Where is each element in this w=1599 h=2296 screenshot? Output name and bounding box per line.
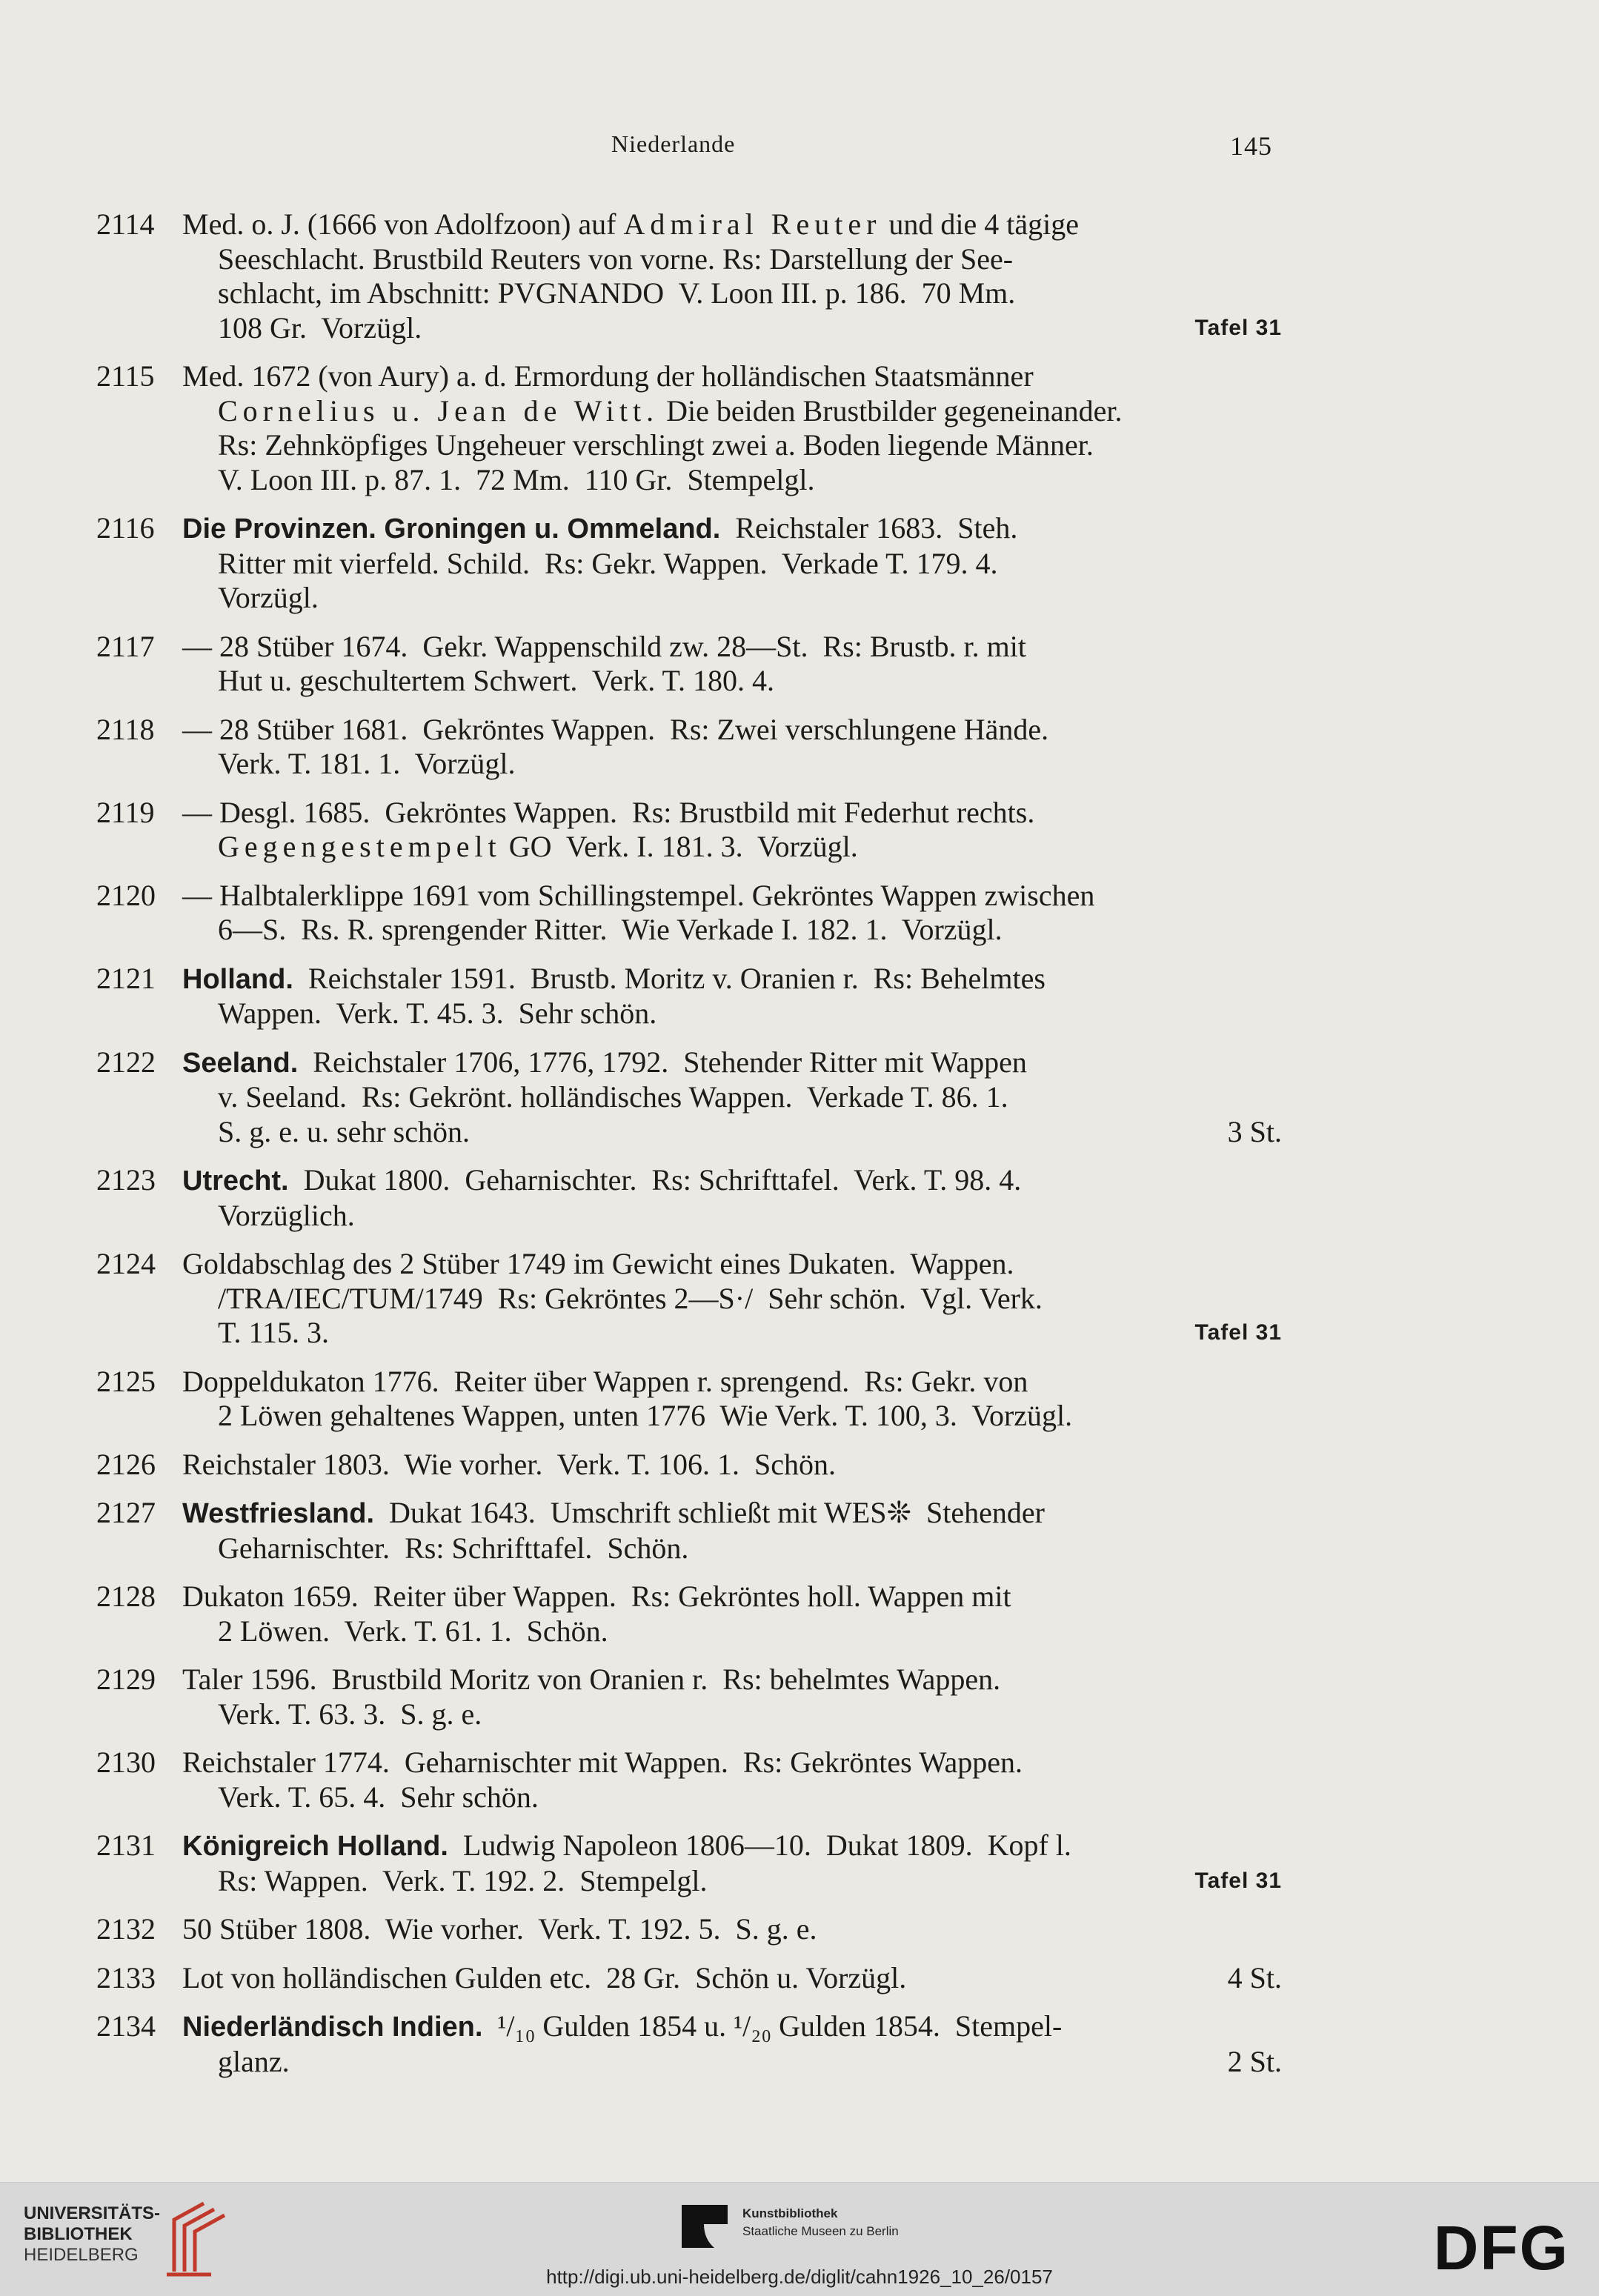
- entry-text: 2 Löwen. Verk. T. 61. 1. Schön.: [218, 1614, 608, 1648]
- kb-line-2: Staatliche Museen zu Berlin: [742, 2224, 899, 2238]
- entry-line: [96, 276, 1282, 311]
- entry-text: Verk. T. 63. 3. S. g. e.: [218, 1697, 482, 1731]
- entry-line: [96, 1780, 1282, 1815]
- kb-line-1: Kunstbibliothek: [742, 2206, 838, 2220]
- entry-number: 2124: [96, 1247, 156, 1280]
- dfg-logo: DFG: [1433, 2213, 1569, 2283]
- plate-reference: Tafel 31: [1194, 315, 1282, 340]
- catalog-entry: [96, 2009, 1282, 2079]
- entry-text: Wappen. Verk. T. 45. 3. Sehr schön.: [218, 996, 657, 1030]
- entry-text: 50 Stüber 1808. Wie vorher. Verk. T. 192. 5. S. g. e.: [182, 1912, 817, 1946]
- entry-number: 2120: [96, 878, 156, 912]
- catalog-entry: [96, 1163, 1282, 1233]
- entry-text: Doppeldukaton 1776. Reiter über Wappen r. sprengend. Rs: Gekr. von: [182, 1364, 1028, 1398]
- entry-line: [96, 1282, 1282, 1317]
- region-heading: Holland.: [182, 963, 293, 995]
- entry-text: und die 4 tägige: [881, 207, 1079, 241]
- entry-number: 2119: [96, 795, 155, 829]
- entry-text: — Desgl. 1685. Gekröntes Wappen. Rs: Brustbild mit Federhut rechts.: [182, 795, 1035, 829]
- entry-text: Reichstaler 1706, 1776, 1792. Stehender Ritter mit Wappen: [298, 1045, 1027, 1079]
- university-library-label: [24, 2203, 160, 2266]
- entry-line: [96, 1316, 1282, 1351]
- entry-text: Ludwig Napoleon 1806—10. Dukat 1809. Kopf l.: [448, 1829, 1071, 1862]
- entry-line: [96, 511, 1282, 547]
- kunstbibliothek-label: [742, 2205, 899, 2240]
- entry-text: Vorzügl.: [218, 581, 319, 614]
- entry-line: [96, 830, 1282, 865]
- entry-number: 2121: [96, 961, 156, 995]
- source-url[interactable]: http://digi.ub.uni-heidelberg.de/diglit/cahn1926_10_26/0157: [546, 2266, 1053, 2288]
- entry-number: 2117: [96, 629, 155, 663]
- entry-line: [96, 1829, 1282, 1864]
- entry-line: [96, 1045, 1282, 1081]
- entry-line: [96, 1399, 1282, 1434]
- entry-line: [96, 1961, 1282, 1996]
- catalog-entry: [96, 1247, 1282, 1351]
- entry-line: [96, 630, 1282, 665]
- entry-text: Reichstaler 1803. Wie vorher. Verk. T. 106. 1. Schön.: [182, 1447, 836, 1481]
- entry-line: [96, 1531, 1282, 1566]
- entry-text: Geharnischter. Rs: Schrifttafel. Schön.: [218, 1531, 689, 1565]
- entry-number: 2122: [96, 1045, 156, 1079]
- entry-text: v. Seeland. Rs: Gekrönt. holländisches Wappen. Verkade T. 86. 1.: [218, 1080, 1008, 1114]
- entry-line: [96, 428, 1282, 463]
- entry-text: Reichstaler 1591. Brustb. Moritz v. Oranien r. Rs: Behelmtes: [293, 961, 1046, 995]
- entry-number: 2128: [96, 1580, 156, 1613]
- entry-line: [96, 242, 1282, 277]
- plate-reference: Tafel 31: [1194, 1320, 1282, 1345]
- catalog-entry: [96, 1045, 1282, 1150]
- entry-text: Vorzüglich.: [218, 1198, 355, 1232]
- entry-text: Taler 1596. Brustbild Moritz von Oranien r. Rs: behelmtes Wappen.: [182, 1663, 1001, 1696]
- ub-line-2: BIBLIOTHEK: [24, 2224, 133, 2244]
- quantity: 2 St.: [1227, 2044, 1282, 2078]
- entry-line: [96, 796, 1282, 831]
- entry-line: [96, 1580, 1282, 1614]
- entry-text: Admiral Reuter: [623, 207, 882, 241]
- entry-number: 2131: [96, 1829, 156, 1862]
- entry-text: Ritter mit vierfeld. Schild. Rs: Gekr. Wappen. Verkade T. 179. 4.: [218, 546, 998, 580]
- entry-text: Verk. T. 181. 1. Vorzügl.: [218, 747, 516, 780]
- entry-line: [96, 913, 1282, 948]
- entry-number: 2127: [96, 1496, 156, 1529]
- entry-line: [96, 2009, 1282, 2045]
- catalog-entry: [96, 207, 1282, 345]
- entry-number: 2133: [96, 1960, 156, 1994]
- catalog-entry: [96, 359, 1282, 497]
- entry-line: [96, 394, 1282, 429]
- kunstbibliothek-logo-icon: [682, 2205, 728, 2248]
- entry-text: S. g. e. u. sehr schön.: [218, 1114, 470, 1148]
- quantity: 4 St.: [1227, 1960, 1282, 1994]
- region-heading: Niederländisch Indien.: [182, 2012, 483, 2043]
- entry-text: V. Loon III. p. 87. 1. 72 Mm. 110 Gr. Stempelgl.: [218, 462, 815, 496]
- entry-text: Hut u. geschultertem Schwert. Verk. T. 180. 4.: [218, 664, 774, 697]
- quantity: 3 St.: [1227, 1114, 1282, 1148]
- entry-line: [96, 1864, 1282, 1899]
- entry-text: 2 Löwen gehaltenes Wappen, unten 1776 Wie Verk. T. 100, 3. Vorzügl.: [218, 1399, 1073, 1432]
- entry-line: [96, 207, 1282, 242]
- entry-line: [96, 547, 1282, 582]
- entry-number: 2123: [96, 1163, 156, 1197]
- entry-number: 2116: [96, 511, 155, 545]
- entry-line: [96, 664, 1282, 699]
- plate-reference: Tafel 31: [1194, 1868, 1282, 1893]
- entry-text: — 28 Stüber 1681. Gekröntes Wappen. Rs: Zwei verschlungene Hände.: [182, 712, 1049, 746]
- entry-text: Lot von holländischen Gulden etc. 28 Gr. Schön u. Vorzügl.: [182, 1960, 907, 1994]
- entry-text: ¹/₁₀ Gulden 1854 u. ¹/₂₀ Gulden 1854. Stempel-: [482, 2009, 1063, 2043]
- entry-line: [96, 463, 1282, 498]
- entry-text: GO Verk. I. 181. 3. Vorzügl.: [501, 830, 858, 863]
- entry-line: [96, 962, 1282, 997]
- entry-text: Verk. T. 65. 4. Sehr schön.: [218, 1780, 539, 1814]
- entry-text: Dukat 1800. Geharnischter. Rs: Schrifttafel. Verk. T. 98. 4.: [288, 1163, 1022, 1197]
- entry-text: Reichstaler 1774. Geharnischter mit Wappen. Rs: Gekröntes Wappen.: [182, 1746, 1023, 1779]
- entry-line: [96, 1163, 1282, 1199]
- entry-text: Med. o. J. (1666 von Adolfzoon) auf: [182, 207, 624, 241]
- entry-text: 6—S. Rs. R. sprengender Ritter. Wie Verkade I. 182. 1. Vorzügl.: [218, 913, 1003, 946]
- entry-line: [96, 1496, 1282, 1531]
- region-heading: Königreich Holland.: [182, 1831, 448, 1862]
- entry-number: 2129: [96, 1663, 156, 1696]
- catalog-entry: [96, 879, 1282, 948]
- catalog-entry: [96, 1365, 1282, 1434]
- catalog-entry: [96, 1496, 1282, 1565]
- catalog-entry: [96, 1580, 1282, 1648]
- entry-text: — Halbtalerklippe 1691 vom Schillingstempel. Gekröntes Wappen zwischen: [182, 878, 1095, 912]
- entry-line: [96, 713, 1282, 748]
- entry-line: [96, 1697, 1282, 1732]
- entry-text: Rs: Zehnköpfiges Ungeheuer verschlingt zwei a. Boden liegende Männer.: [218, 428, 1094, 462]
- entry-line: [96, 996, 1282, 1031]
- entry-text: Dukaton 1659. Reiter über Wappen. Rs: Gekröntes holl. Wappen mit: [182, 1580, 1011, 1613]
- entry-text: Dukat 1643. Umschrift schließt mit WES❊ Stehender: [374, 1496, 1045, 1529]
- entry-text: T. 115. 3.: [218, 1316, 329, 1349]
- entry-text: Cornelius u. Jean de Witt.: [218, 393, 659, 427]
- entry-line: [96, 1912, 1282, 1947]
- entry-line: [96, 2045, 1282, 2080]
- entry-line: [96, 1663, 1282, 1697]
- entry-number: 2134: [96, 2009, 156, 2043]
- ub-line-1: UNIVERSITÄTS-: [24, 2203, 161, 2223]
- entry-number: 2125: [96, 1364, 156, 1398]
- page-number: 145: [1230, 131, 1272, 161]
- catalog-entry: [96, 1829, 1282, 1898]
- entry-text: Goldabschlag des 2 Stüber 1749 im Gewicht eines Dukaten. Wappen.: [182, 1247, 1014, 1280]
- entry-line: [96, 1746, 1282, 1780]
- footer-bar: [0, 2182, 1599, 2296]
- catalog-entries: [96, 207, 1282, 2093]
- entry-line: [96, 1199, 1282, 1234]
- entry-line: [96, 1080, 1282, 1115]
- entry-text: /TRA/IEC/TUM/1749 Rs: Gekröntes 2—S·/ Sehr schön. Vgl. Verk.: [218, 1281, 1043, 1315]
- entry-number: 2132: [96, 1912, 156, 1946]
- region-heading: Seeland.: [182, 1047, 299, 1079]
- entry-text: Gegengestempelt: [218, 830, 502, 863]
- entry-line: [96, 1247, 1282, 1282]
- entry-number: 2126: [96, 1447, 156, 1481]
- ub-line-3: HEIDELBERG: [24, 2245, 139, 2265]
- entry-text: Seeschlacht. Brustbild Reuters von vorne. Rs: Darstellung der See-: [218, 242, 1014, 276]
- entry-text: Reichstaler 1683. Steh.: [720, 511, 1018, 545]
- entry-line: [96, 1115, 1282, 1150]
- entry-text: 108 Gr. Vorzügl.: [218, 310, 422, 345]
- catalog-entry: [96, 1746, 1282, 1814]
- entry-line: [96, 747, 1282, 782]
- catalog-entry: [96, 1663, 1282, 1731]
- catalog-entry: [96, 1448, 1282, 1483]
- entry-line: [96, 311, 1282, 346]
- entry-text: — 28 Stüber 1674. Gekr. Wappenschild zw. 28—St. Rs: Brustb. r. mit: [182, 629, 1026, 663]
- entry-text: Die beiden Brustbilder gegeneinander.: [659, 393, 1123, 427]
- entry-line: [96, 359, 1282, 394]
- entry-text: schlacht, im Abschnitt: PVGNANDO V. Loon III. p. 186. 70 Mm.: [218, 276, 1016, 310]
- catalog-entry: [96, 1912, 1282, 1947]
- entry-line: [96, 879, 1282, 914]
- catalog-entry: [96, 713, 1282, 782]
- entry-number: 2118: [96, 712, 155, 746]
- catalog-entry: [96, 511, 1282, 616]
- entry-line: [96, 1365, 1282, 1400]
- entry-text: Rs: Wappen. Verk. T. 192. 2. Stempelgl.: [218, 1863, 708, 1897]
- entry-line: [96, 581, 1282, 616]
- entry-text: Med. 1672 (von Aury) a. d. Ermordung der holländischen Staatsmänner: [182, 359, 1034, 393]
- entry-number: 2114: [96, 207, 155, 241]
- catalog-entry: [96, 962, 1282, 1031]
- entry-line: [96, 1448, 1282, 1483]
- region-heading: Die Provinzen. Groningen u. Ommeland.: [182, 513, 721, 545]
- region-heading: Westfriesland.: [182, 1498, 375, 1529]
- region-heading: Utrecht.: [182, 1165, 289, 1197]
- catalog-entry: [96, 1961, 1282, 1996]
- running-head: [182, 130, 1278, 163]
- catalog-entry: [96, 796, 1282, 865]
- entry-number: 2130: [96, 1746, 156, 1779]
- entry-number: 2115: [96, 359, 155, 393]
- running-title: Niederlande: [611, 130, 736, 157]
- catalog-entry: [96, 630, 1282, 699]
- entry-text: glanz.: [218, 2044, 290, 2078]
- entry-line: [96, 1614, 1282, 1649]
